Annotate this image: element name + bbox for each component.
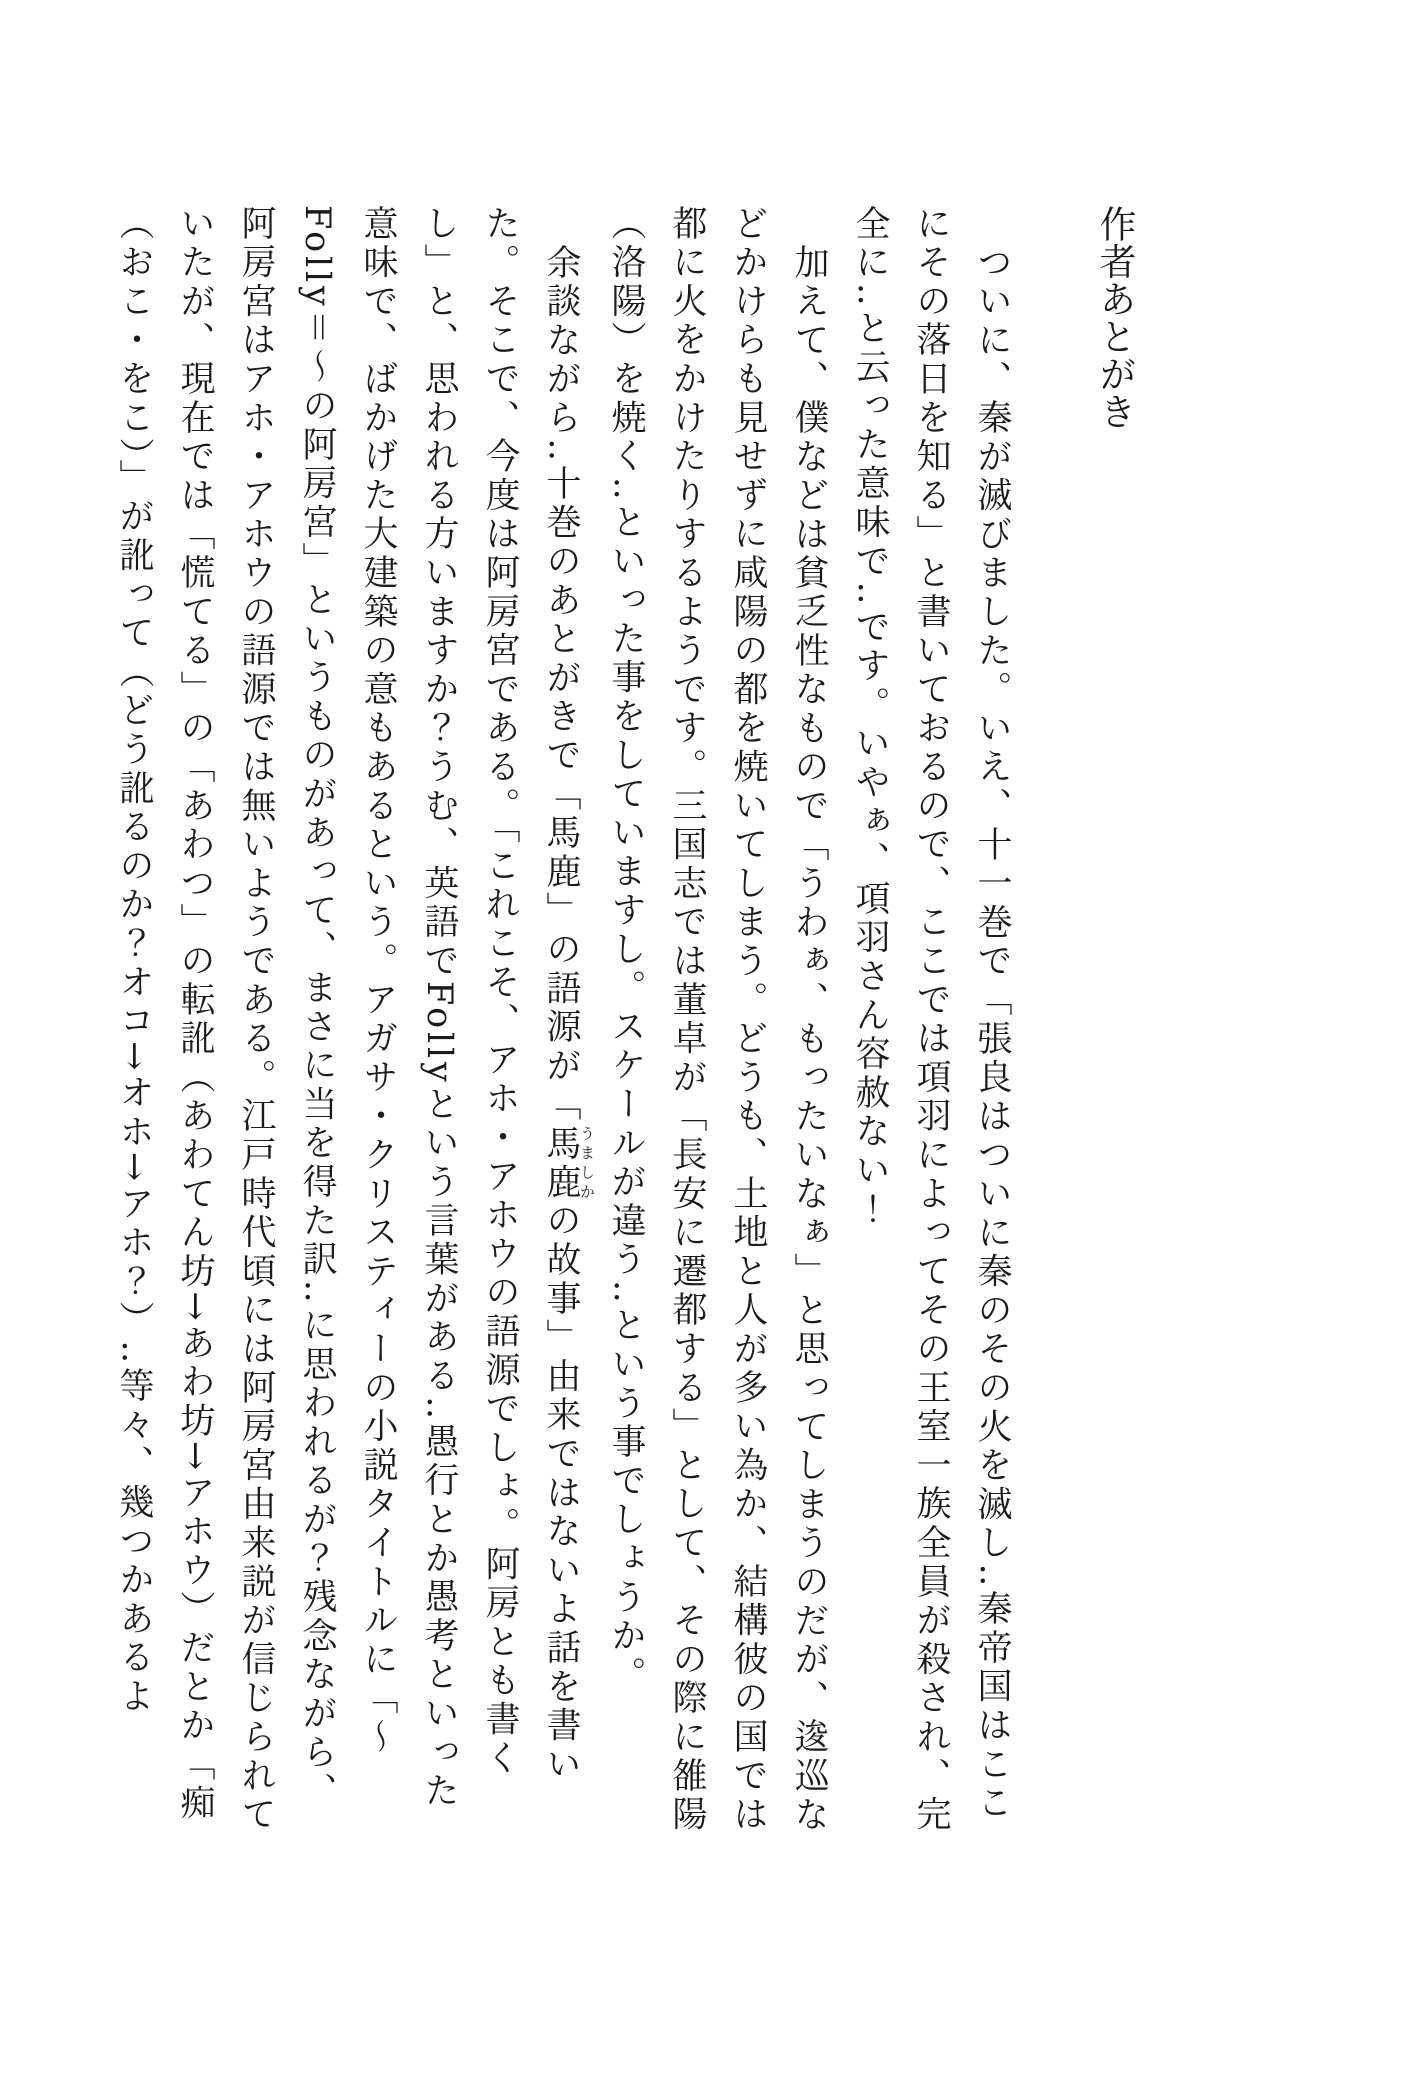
paragraph-3 [103,205,595,1837]
paragraph-1: ついに、秦が滅びました。いえ、十一巻で「張良はついに秦のその火を滅し‥秦帝国はここにその落日を知る」と書いておるので、ここでは項羽によってその王室一族全員が殺され、完全に‥と云った意味で‥です。いやぁ、項羽さん容赦ない！ [850,205,1012,1835]
paragraph-3-rest: の故事」由来ではないよ話を書いた。そこで、今度は阿房宮である。「これこそ、アホ・アホウの語源でしょ。阿房とも書くし」と、思われる方いますか？うむ、英語でFollyという言葉がある‥愚行とか愚考といった意味で、ばかげた大建築の意もあるという。アガサ・クリスティーの小説タイトルに「〜Folly＝〜の阿房宮」というものがあって、まさに当を得た訳‥に思われるが？残念ながら、阿房宮はアホ・アホウの語源では無いようである。江戸時代頃には阿房宮由来説が信じられていたが、現在では「慌てる」の「あわつ」の転訛（あわてん坊→あわ坊→アホウ）だとか「痴（おこ・をこ）」が訛って（どう訛るのか？オコ→オホ→アホ？）‥等々、幾つかあるよ [114,205,581,1835]
paragraph-3-lead: 余談ながら‥十巻のあとがきで「馬鹿」の語源が「 [541,244,581,1125]
baka-ruby [541,1124,596,1203]
page-title: 作者あとがき [1093,205,1136,430]
paragraph-2: 加えて、僕などは貧乏性なもので「うわぁ、もったいなぁ」と思ってしまうのだが、逡巡などかけらも見せずに咸陽の都を焼いてしまう。どうも、土地と人が多い為か、結構彼の国では都に火をかけたりするようです。三国志では董卓が「長安に遷都する」として、その際に雒陽（洛陽）を焼く‥といった事をしていますし。スケールが違う‥という事でしょうか。 [606,205,829,1835]
ruby-furigana-text: うましか [578,1124,596,1203]
ruby-base-text: 馬鹿 [541,1124,581,1203]
afterword-text-block [103,205,1223,1837]
